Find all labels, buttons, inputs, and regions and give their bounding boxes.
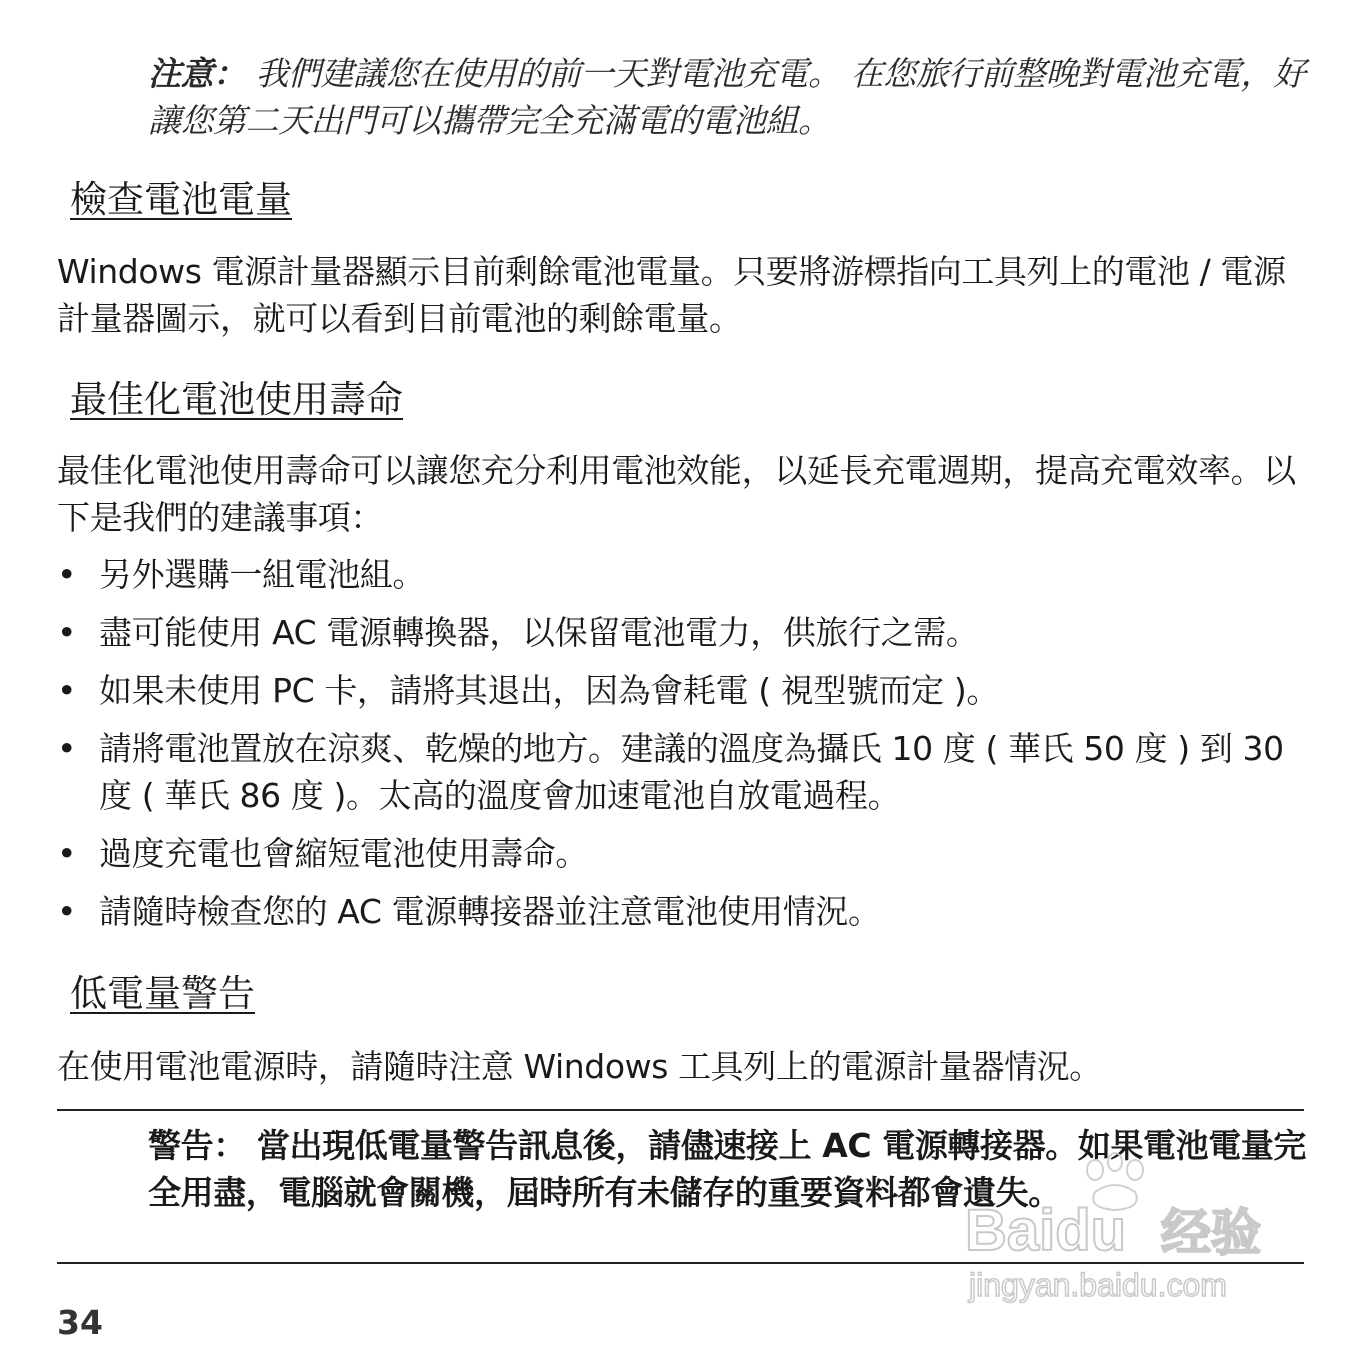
tip-text: 盡可能使用 AC 電源轉換器，以保留電池電力，供旅行之需。 [99,613,979,652]
paragraph-optimize-battery: 最佳化電池使用壽命可以讓您充分利用電池效能，以延長充電週期，提高充電效率。以下是我們的建議事項： [57,451,1296,537]
tip-text: 請隨時檢查您的 AC 電源轉接器並注意電池使用情況。 [99,892,881,931]
tip-text: 請將電池置放在涼爽、乾燥的地方。建議的溫度為攝氏 10 度 ( 華氏 50 度 ) 到 30 度 ( 華氏 86 度 )。太高的溫度會加速電池自放電過程。 [99,729,1284,815]
watermark-suffix: 经验 [1161,1204,1261,1262]
heading-check-battery: 檢查電池電量 [70,178,292,221]
bullet-icon: • [57,613,77,652]
list-item [57,830,1317,877]
list-item [57,667,1317,714]
page-number: 34 [57,1303,103,1342]
bullet-icon: • [57,892,77,931]
bullet-icon: • [57,834,77,873]
baidu-watermark-icon [965,1150,1285,1310]
heading-low-battery: 低電量警告 [70,972,255,1015]
watermark-brand: Baidu [965,1198,1127,1263]
bullet-icon: • [57,729,77,768]
list-item [57,725,1317,819]
tip-text: 過度充電也會縮短電池使用壽命。 [99,834,589,873]
warning-label: 警告： [148,1126,246,1165]
bullet-icon: • [57,555,77,594]
tip-text: 另外選購一組電池組。 [99,555,426,594]
warning-text: 當出現低電量警告訊息後，請儘速接上 AC 電源轉接器。如果電池電量完全用盡，電腦就會關機，屆時所有未儲存的重要資料都會遺失。 [148,1126,1307,1212]
paragraph-check-battery: Windows 電源計量器顯示目前剩餘電池電量。只要將游標指向工具列上的電池 / 電源計量器圖示，就可以看到目前電池的剩餘電量。 [57,252,1286,338]
list-item [57,609,1317,656]
list-item [57,888,1317,935]
note-box [148,50,1308,144]
paragraph-low-battery: 在使用電池電源時，請隨時注意 Windows 工具列上的電源計量器情況。 [57,1047,1102,1086]
note-label: 注意： [148,54,246,93]
heading-optimize-battery: 最佳化電池使用壽命 [70,378,403,421]
list-item [57,551,1317,598]
battery-tips-list [57,551,1317,946]
bullet-icon: • [57,671,77,710]
note-text: 我們建議您在使用的前一天對電池充電。 在您旅行前整晚對電池充電，好讓您第二天出門可以攜帶完全充滿電的電池組。 [148,54,1306,140]
watermark-url: jingyan.baidu.com [969,1267,1227,1303]
warning-top-rule [57,1109,1304,1111]
tip-text: 如果未使用 PC 卡，請將其退出，因為會耗電 ( 視型號而定 )。 [99,671,999,710]
